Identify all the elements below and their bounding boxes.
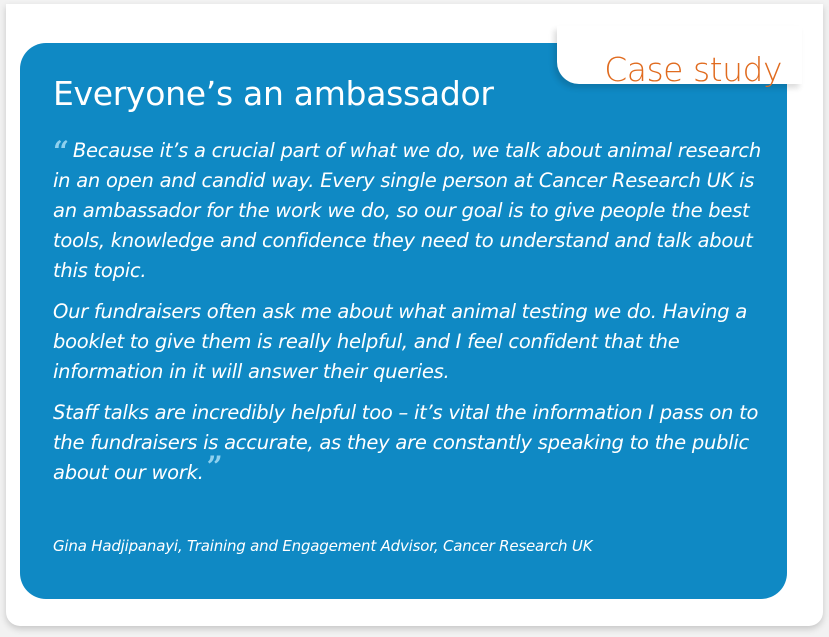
case-study-tab — [557, 26, 802, 89]
card-title: Everyone’s an ambassador — [53, 74, 494, 113]
quote-paragraph-1 — [53, 136, 768, 286]
quote-paragraph-3 — [53, 398, 768, 488]
quote-text-1: Because it’s a crucial part of what we do, we talk about animal research in an open and candid way. Every single person at Cancer Research UK is an ambassador for the work we do, so our goal is to give people the best tools, knowledge and confidence they need to understand and talk about this topic. — [53, 139, 761, 282]
quote-paragraph-2 — [53, 297, 768, 387]
case-study-card — [20, 43, 787, 599]
open-quote-icon: “ — [53, 135, 69, 168]
testimonial-quote — [53, 136, 768, 499]
quote-text-2: Our fundraisers often ask me about what animal testing we do. Having a booklet to give them is really helpful, and I feel confident that the information in it will answer their queries. — [53, 300, 748, 383]
case-study-label: Case study — [604, 50, 782, 89]
close-quote-icon: ” — [206, 450, 223, 483]
quote-text-3: Staff talks are incredibly helpful too – it’s vital the information I pass on to the fundraisers is accurate, as they are constantly speaking to the public about our work. — [53, 401, 759, 484]
quote-attribution: Gina Hadjipanayi, Training and Engagement Advisor, Cancer Research UK — [53, 537, 593, 555]
